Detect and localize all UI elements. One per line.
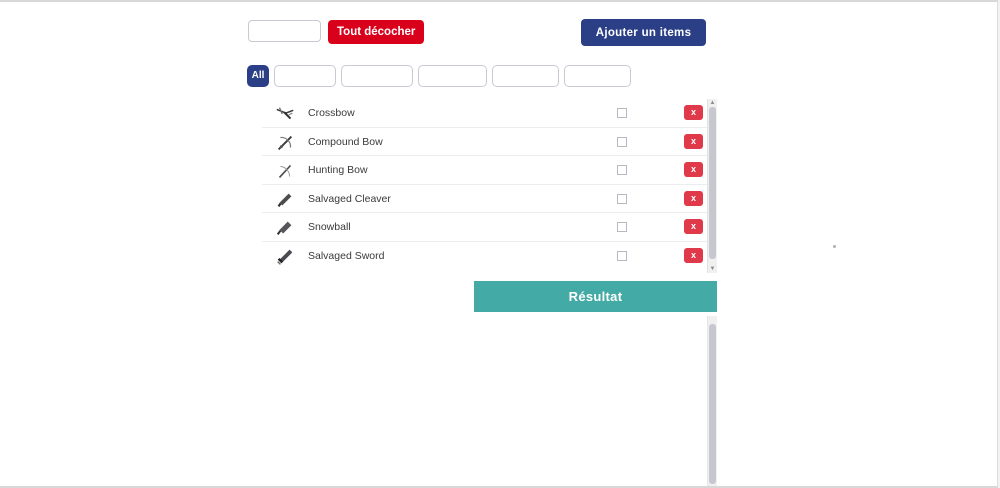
filter-chip-2[interactable] <box>274 65 336 87</box>
snowball-icon <box>274 217 296 239</box>
item-checkbox[interactable] <box>617 222 627 232</box>
item-label: Salvaged Cleaver <box>308 192 391 205</box>
scroll-up-icon[interactable]: ▲ <box>709 100 716 106</box>
compound-bow-icon <box>274 132 296 154</box>
table-row[interactable] <box>262 213 709 242</box>
table-row[interactable] <box>262 185 709 214</box>
uncheck-all-button[interactable]: Tout décocher <box>328 20 424 44</box>
filter-chip-4[interactable] <box>418 65 487 87</box>
table-row[interactable] <box>262 99 709 128</box>
scrollbar-thumb[interactable] <box>709 107 716 259</box>
item-list-panel <box>262 99 717 273</box>
item-checkbox[interactable] <box>617 194 627 204</box>
item-list-scrollbar[interactable] <box>707 99 717 273</box>
table-row[interactable] <box>262 128 709 157</box>
delete-item-button[interactable]: x <box>684 248 703 263</box>
item-checkbox[interactable] <box>617 251 627 261</box>
scroll-down-icon[interactable]: ▼ <box>709 266 716 272</box>
salvaged-sword-icon <box>274 246 296 268</box>
delete-item-button[interactable]: x <box>684 134 703 149</box>
delete-item-button[interactable]: x <box>684 191 703 206</box>
filter-chip-all[interactable]: All <box>247 65 269 87</box>
filter-row <box>247 65 717 87</box>
add-item-button[interactable]: Ajouter un items <box>581 19 706 46</box>
item-label: Crossbow <box>308 107 355 119</box>
hunting-bow-icon <box>274 160 296 182</box>
delete-item-button[interactable]: x <box>684 219 703 234</box>
item-label: Compound Bow <box>308 135 383 148</box>
table-row[interactable] <box>262 242 709 271</box>
item-checkbox[interactable] <box>617 108 627 118</box>
item-list <box>262 99 709 273</box>
crossbow-icon <box>274 103 296 125</box>
item-label: Salvaged Sword <box>308 249 385 262</box>
salvaged-cleaver-icon <box>274 189 296 211</box>
item-checkbox[interactable] <box>617 137 627 147</box>
filter-chip-3[interactable] <box>341 65 413 87</box>
item-label: Hunting Bow <box>308 164 368 176</box>
item-label: Snowball <box>308 221 351 233</box>
mouse-cursor <box>833 245 836 248</box>
item-checkbox[interactable] <box>617 165 627 175</box>
window-top-border <box>0 0 1000 2</box>
filter-chip-5[interactable] <box>492 65 559 87</box>
filter-chip-6[interactable] <box>564 65 631 87</box>
result-panel-scrollbar[interactable] <box>707 316 717 486</box>
search-input[interactable] <box>248 20 321 42</box>
delete-item-button[interactable]: x <box>684 105 703 120</box>
scrollbar-thumb[interactable] <box>709 324 716 484</box>
toolbar <box>248 20 718 46</box>
delete-item-button[interactable]: x <box>684 162 703 177</box>
result-header: Résultat <box>474 281 717 312</box>
table-row[interactable] <box>262 156 709 185</box>
result-panel <box>474 316 717 486</box>
